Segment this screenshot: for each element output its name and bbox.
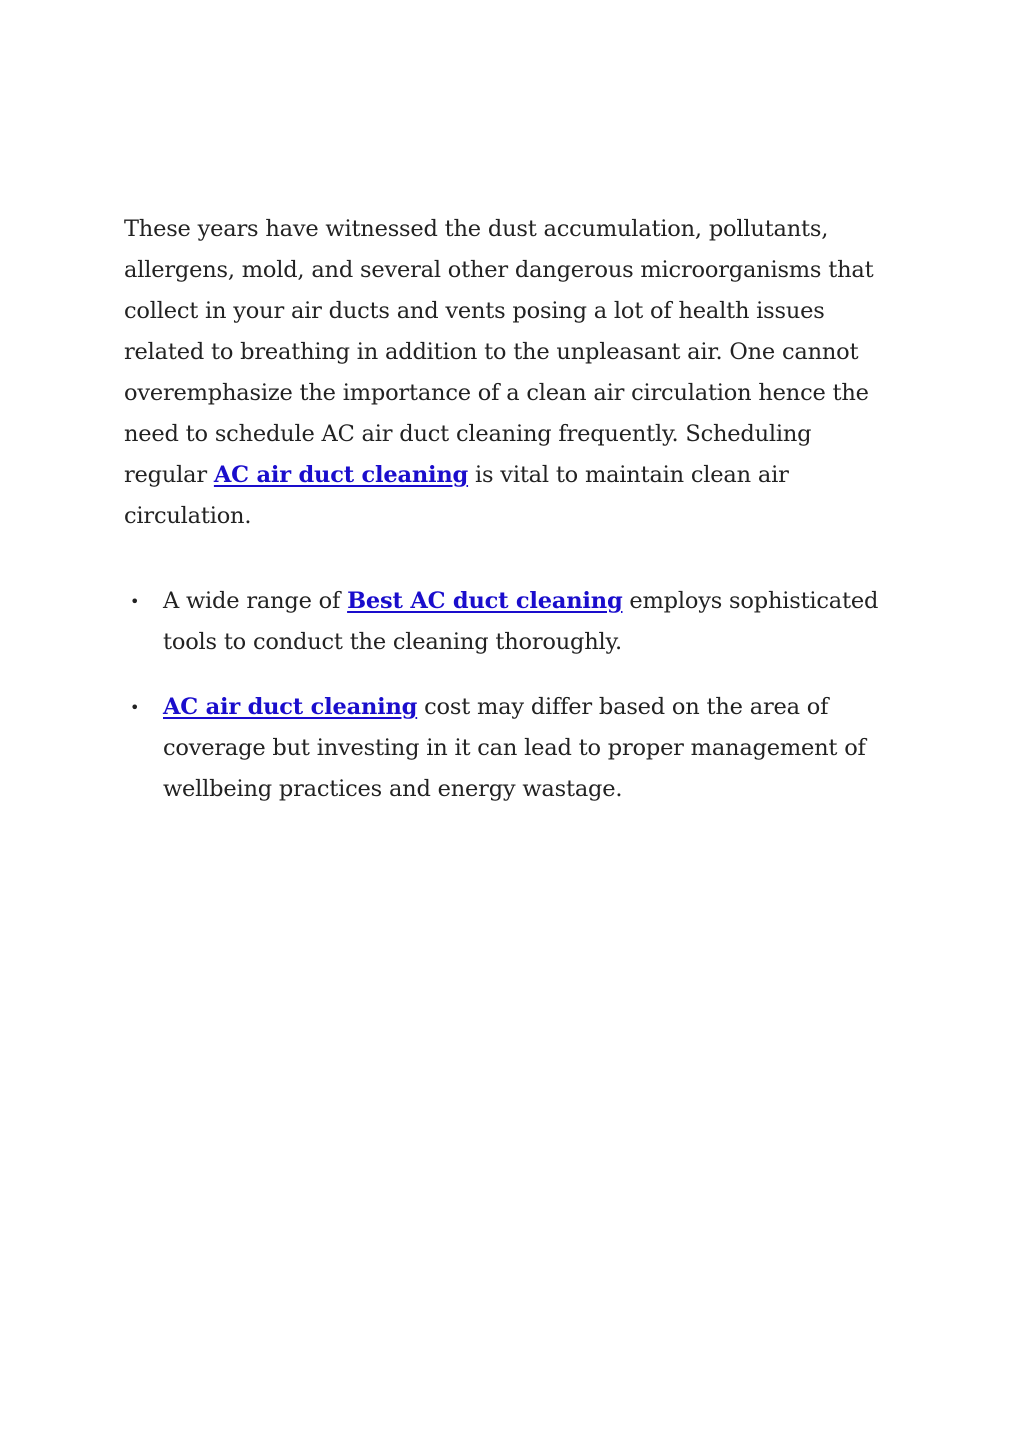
intro-text-after-link: is vital to maintain clean air circulation. [124,462,789,529]
list-item [124,581,899,663]
list-item [124,687,899,810]
ac-air-duct-cleaning-link-2[interactable]: AC air duct cleaning [163,694,418,720]
bullet-text-before-link: A wide range of [163,588,348,614]
best-ac-duct-cleaning-link[interactable]: Best AC duct cleaning [347,588,623,614]
document-content [124,209,899,834]
bullet-marker: • [130,592,140,611]
ac-air-duct-cleaning-link[interactable]: AC air duct cleaning [213,462,469,488]
bullet-text-after-link: employs sophisticated tools to conduct the cleaning thoroughly. [163,588,879,655]
bullet-list [124,581,899,810]
bullet-marker: • [130,698,140,717]
intro-paragraph [124,209,899,537]
intro-text-before-link: These years have witnessed the dust accumulation, pollutants, allergens, mold, and several other dangerous microorganisms that collect in your air ducts and vents posing a lot of health issues related to breathing in addition to the unpleasant air. One cannot overemphasize the importance of a clean air circulation hence the need to schedule AC air duct cleaning frequently. Scheduling regular [124,216,874,488]
bullet-text-after-link: cost may differ based on the area of coverage but investing in it can lead to proper management of wellbeing practices and energy wastage. [163,694,866,802]
